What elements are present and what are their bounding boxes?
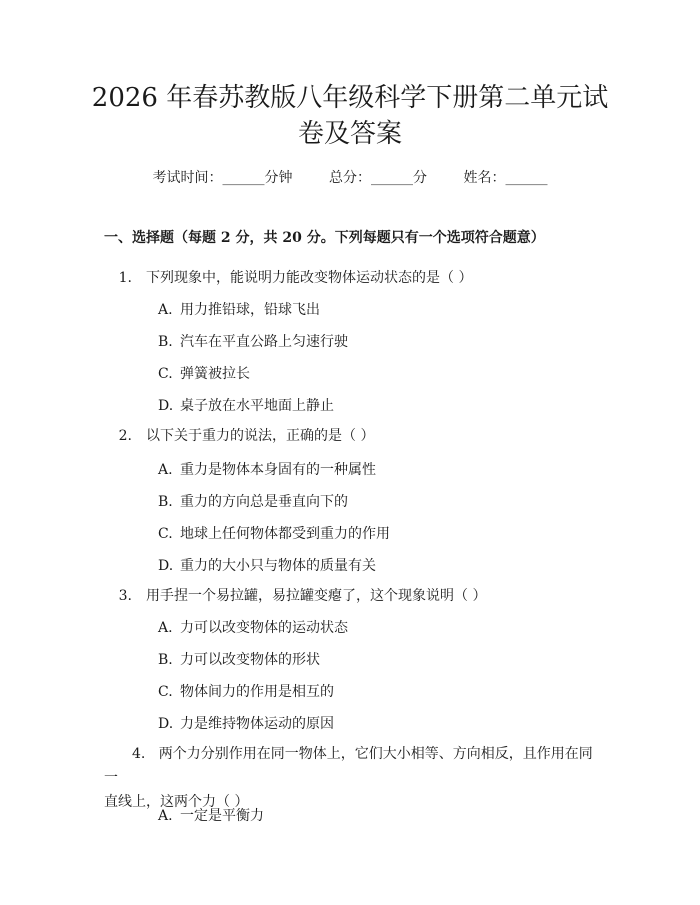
option-letter: B. [158,494,173,510]
option-1b [158,332,348,352]
question-number: 1. [118,270,132,286]
option-text: 力可以改变物体的运动状态 [180,620,348,636]
question-4-line1 [104,742,604,790]
option-text: 桌子放在水平地面上静止 [180,398,334,414]
option-2a [158,460,376,480]
question-number: 2. [118,428,132,444]
question-text: 下列现象中，能说明力能改变物体运动状态的是（ ） [146,270,473,286]
option-letter: D. [158,398,174,414]
option-3c [158,682,334,702]
question-text: 用手捏一个易拉罐，易拉罐变瘪了，这个现象说明（ ） [146,588,487,604]
option-letter: A. [158,620,173,636]
question-text: 以下关于重力的说法，正确的是（ ） [146,428,375,444]
option-text: 弹簧被拉长 [180,366,250,382]
option-letter: C. [158,684,173,700]
question-3 [104,584,604,608]
student-name-label: 姓名：______ [463,170,548,186]
option-letter: C. [158,366,173,382]
option-text: 汽车在平直公路上匀速行驶 [180,334,348,350]
option-2b [158,492,348,512]
exam-title-line2: 卷及答案 [297,119,402,149]
option-text: 力是维持物体运动的原因 [180,716,334,732]
exam-title-line1: 2026 年春苏教版八年级科学下册第二单元试 [91,83,609,113]
option-3d [158,714,334,734]
option-letter: B. [158,334,173,350]
option-1c [158,364,250,384]
option-text: 一定是平衡力 [180,808,264,824]
option-letter: A. [158,808,173,824]
exam-meta [0,168,700,188]
option-letter: B. [158,652,173,668]
option-text: 重力的大小只与物体的质量有关 [180,558,376,574]
option-2d [158,556,376,576]
option-1d [158,396,334,416]
question-1 [104,266,604,290]
question-number: 4. [132,746,146,762]
option-letter: D. [158,716,174,732]
question-number: 3. [118,588,132,604]
option-letter: A. [158,462,173,478]
question-text-line1: 两个力分别作用在同一物体上，它们大小相等、方向相反，且作用在同一 [104,746,593,786]
option-letter: A. [158,302,173,318]
option-2c [158,524,390,544]
question-2 [104,424,604,448]
question-text-line2: 直线上，这两个力（ ） [104,794,249,810]
option-text: 物体间力的作用是相互的 [180,684,334,700]
option-3a [158,618,348,638]
question-4 [104,742,604,814]
option-1a [158,300,320,320]
option-3b [158,650,320,670]
option-text: 用力推铅球，铅球飞出 [180,302,320,318]
option-letter: D. [158,558,174,574]
option-4a [158,806,264,826]
total-score-label: 总分：______分 [329,170,427,186]
option-text: 重力的方向总是垂直向下的 [180,494,348,510]
option-text: 力可以改变物体的形状 [180,652,320,668]
exam-time-label: 考试时间：______分钟 [152,170,293,186]
section-heading-multiple-choice: 一、选择题（每题 2 分，共 20 分。下列每题只有一个选项符合题意） [104,230,545,246]
option-text: 重力是物体本身固有的一种属性 [180,462,376,478]
option-letter: C. [158,526,173,542]
option-text: 地球上任何物体都受到重力的作用 [180,526,390,542]
